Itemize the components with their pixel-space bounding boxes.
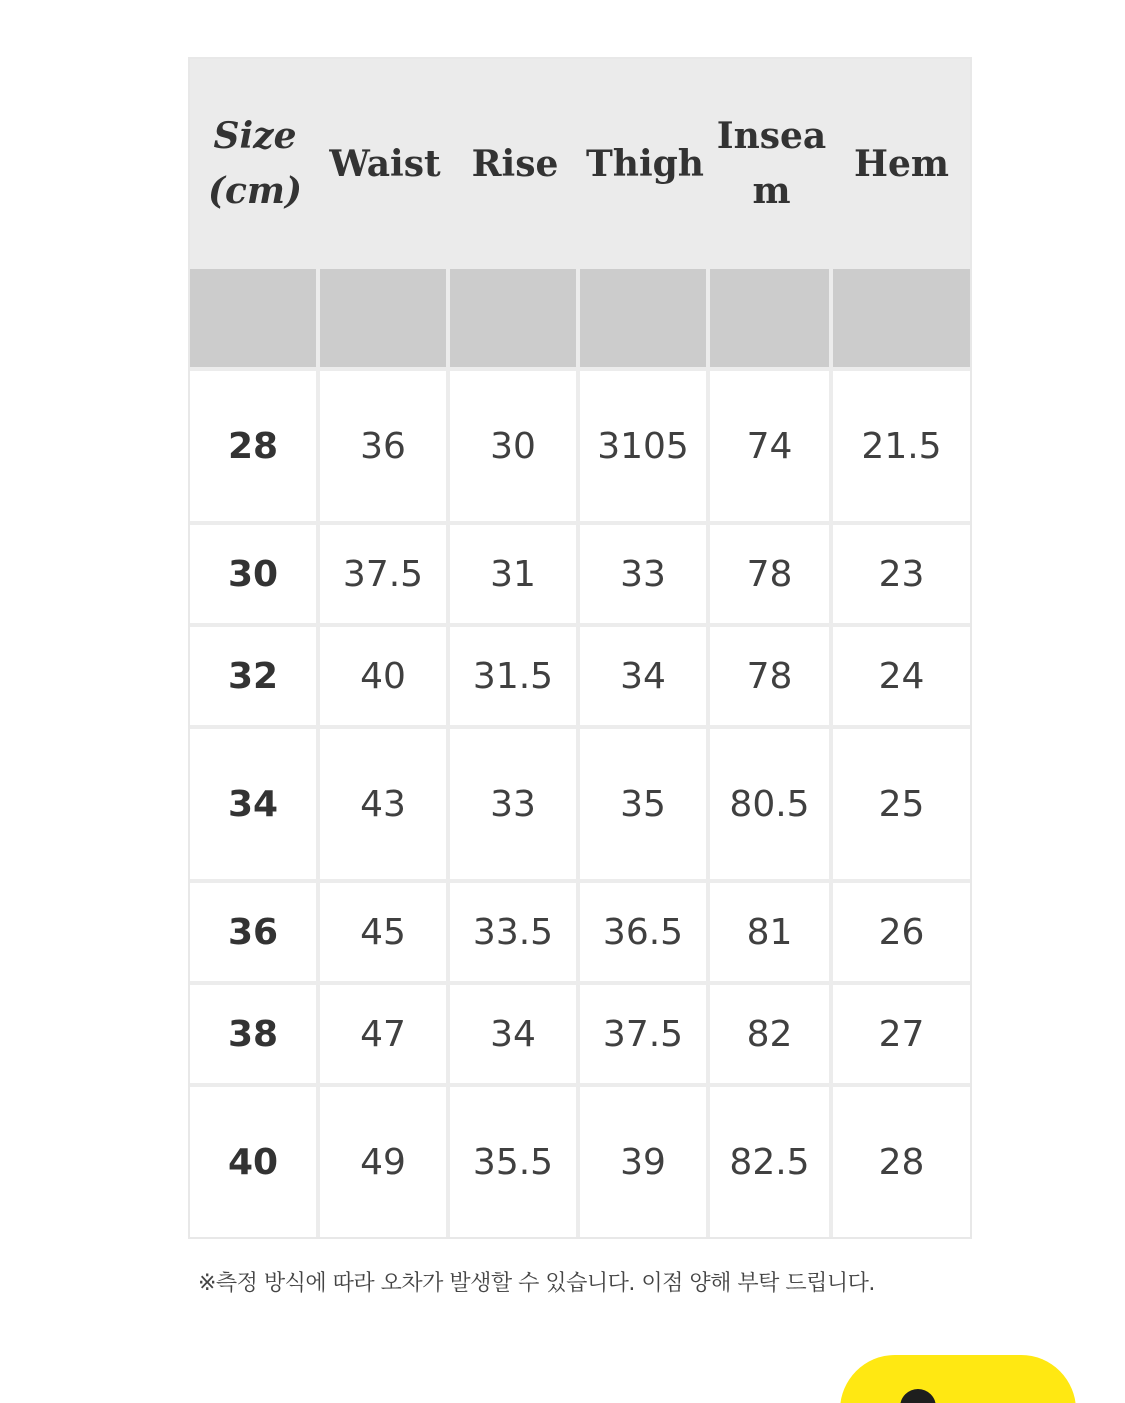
thigh-cell: 35 xyxy=(580,725,710,879)
size-cell: 40 xyxy=(190,1083,320,1237)
hem-cell: 25 xyxy=(833,725,970,879)
chat-bubble-icon xyxy=(900,1389,936,1403)
rise-cell: 35.5 xyxy=(450,1083,580,1237)
blank-cell xyxy=(710,269,833,367)
inseam-cell: 78 xyxy=(710,521,833,623)
header-rise: Rise xyxy=(450,59,580,269)
rise-cell: 34 xyxy=(450,981,580,1083)
blank-cell xyxy=(580,269,710,367)
size-chart-table xyxy=(188,57,972,1239)
measurement-note: ※측정 방식에 따라 오차가 발생할 수 있습니다. 이점 양해 부탁 드립니다. xyxy=(198,1271,875,1296)
blank-cell xyxy=(450,269,580,367)
hem-cell: 27 xyxy=(833,981,970,1083)
header-row xyxy=(190,59,970,269)
table-row xyxy=(190,521,970,623)
inseam-cell: 82.5 xyxy=(710,1083,833,1237)
size-cell: 38 xyxy=(190,981,320,1083)
size-cell: 34 xyxy=(190,725,320,879)
header-thigh: Thigh xyxy=(580,59,710,269)
inseam-cell: 82 xyxy=(710,981,833,1083)
blank-cell xyxy=(833,269,970,367)
header-hem: Hem xyxy=(833,59,970,269)
thigh-cell: 37.5 xyxy=(580,981,710,1083)
table-row xyxy=(190,879,970,981)
inseam-cell: 80.5 xyxy=(710,725,833,879)
thigh-cell: 36.5 xyxy=(580,879,710,981)
hem-cell: 23 xyxy=(833,521,970,623)
waist-cell: 40 xyxy=(320,623,450,725)
waist-cell: 37.5 xyxy=(320,521,450,623)
rise-cell: 33 xyxy=(450,725,580,879)
waist-cell: 49 xyxy=(320,1083,450,1237)
table-row xyxy=(190,367,970,521)
inseam-cell: 81 xyxy=(710,879,833,981)
size-cell: 32 xyxy=(190,623,320,725)
rise-cell: 31.5 xyxy=(450,623,580,725)
hem-cell: 28 xyxy=(833,1083,970,1237)
header-waist: Waist xyxy=(320,59,450,269)
header-size: Size (cm) xyxy=(190,59,320,269)
table-row xyxy=(190,981,970,1083)
waist-cell: 45 xyxy=(320,879,450,981)
waist-cell: 36 xyxy=(320,367,450,521)
thigh-cell: 34 xyxy=(580,623,710,725)
rise-cell: 31 xyxy=(450,521,580,623)
thigh-cell: 33 xyxy=(580,521,710,623)
blank-cell xyxy=(320,269,450,367)
chat-button[interactable] xyxy=(840,1355,1076,1403)
waist-cell: 47 xyxy=(320,981,450,1083)
size-cell: 28 xyxy=(190,367,320,521)
hem-cell: 21.5 xyxy=(833,367,970,521)
hem-cell: 24 xyxy=(833,623,970,725)
hem-cell: 26 xyxy=(833,879,970,981)
size-cell: 36 xyxy=(190,879,320,981)
blank-cell xyxy=(190,269,320,367)
rise-cell: 30 xyxy=(450,367,580,521)
table-row xyxy=(190,1083,970,1237)
waist-cell: 43 xyxy=(320,725,450,879)
table-row xyxy=(190,725,970,879)
thigh-cell: 39 xyxy=(580,1083,710,1237)
rise-cell: 33.5 xyxy=(450,879,580,981)
size-cell: 30 xyxy=(190,521,320,623)
header-inseam: Inseam xyxy=(710,59,833,269)
inseam-cell: 74 xyxy=(710,367,833,521)
blank-grey-row xyxy=(190,269,970,367)
thigh-cell: 3105 xyxy=(580,367,710,521)
table-row xyxy=(190,623,970,725)
inseam-cell: 78 xyxy=(710,623,833,725)
